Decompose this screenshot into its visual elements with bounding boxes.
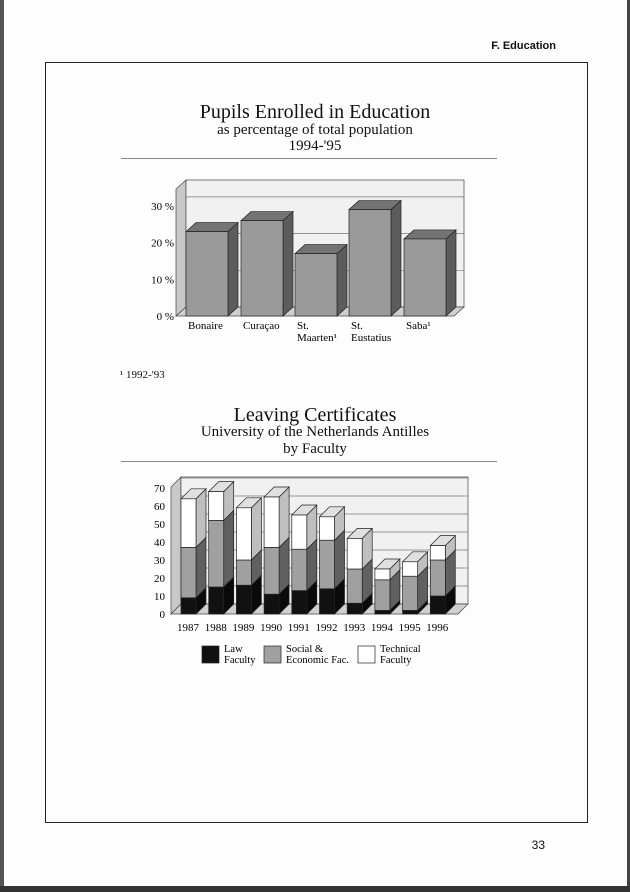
bar-segment-1989-2-side bbox=[251, 498, 261, 560]
chart2-subtitle: University of the Netherlands Antilles bbox=[200, 424, 430, 440]
x-tick-label: Maarten¹ bbox=[297, 332, 337, 344]
bar-segment-1995-0 bbox=[403, 610, 418, 614]
y-tick-label: 0 % bbox=[156, 311, 174, 323]
x-tick-label: Saba¹ bbox=[406, 320, 431, 332]
y-tick-label: 0 bbox=[159, 609, 165, 621]
bar-segment-1988-2 bbox=[209, 492, 224, 521]
y-tick-label: 60 bbox=[154, 501, 165, 513]
legend-label: Economic Fac. bbox=[286, 655, 349, 666]
chart1-title: Pupils Enrolled in Education bbox=[199, 101, 431, 123]
x-tick-label: St. bbox=[351, 320, 363, 332]
legend-label: Technical bbox=[380, 644, 421, 655]
y-tick-label: 20 % bbox=[151, 237, 174, 250]
y-tick-label: 10 bbox=[154, 591, 165, 603]
bar-segment-1988-0 bbox=[209, 587, 224, 614]
y-tick-label: 50 bbox=[154, 519, 165, 531]
bar-segment-1996-1 bbox=[430, 560, 445, 596]
legend-swatch bbox=[358, 646, 375, 663]
bar-segment-1991-2 bbox=[292, 515, 307, 549]
footnote: ¹ 1992-'93 bbox=[120, 369, 165, 381]
bar-segment-1990-2 bbox=[264, 497, 279, 547]
bar-segment-1987-2 bbox=[181, 499, 196, 548]
x-tick-label: 1994 bbox=[370, 622, 393, 634]
y-tick-label: 40 bbox=[154, 537, 165, 549]
bar-segment-1992-1 bbox=[320, 540, 335, 589]
bar-segment-1987-1 bbox=[181, 547, 196, 597]
x-tick-label: 1989 bbox=[232, 622, 255, 634]
x-tick-label: 1992 bbox=[315, 622, 338, 634]
bar-segment-1990-1 bbox=[264, 547, 279, 594]
x-tick-label: St. bbox=[297, 320, 309, 332]
bar-segment-1989-1 bbox=[236, 560, 251, 585]
section-header: F. Education bbox=[491, 40, 556, 52]
page-number: 33 bbox=[531, 838, 545, 852]
y-tick-label: 70 bbox=[154, 483, 165, 495]
x-tick-label: 1991 bbox=[287, 622, 310, 634]
y-tick-label: 10 % bbox=[151, 274, 174, 287]
bar-segment-1991-1 bbox=[292, 549, 307, 590]
y-tick-label: 30 % bbox=[151, 200, 174, 213]
x-tick-label: 1993 bbox=[343, 622, 366, 634]
bar-segment-1995-2 bbox=[403, 562, 418, 576]
bar-segment-1990-2-side bbox=[279, 487, 289, 547]
bar-segment-1994-0 bbox=[375, 610, 390, 614]
bar-segment-1989-2 bbox=[236, 508, 251, 560]
legend-label: Law bbox=[224, 644, 243, 655]
chart1-subtitle: as percentage of total population bbox=[217, 122, 413, 138]
bar-segment-1994-2 bbox=[375, 569, 390, 580]
y-tick-label: 30 bbox=[154, 555, 165, 567]
bar-segment-1993-1 bbox=[347, 569, 362, 603]
chart2-title: Leaving Certificates bbox=[233, 404, 397, 426]
chart1-period: 1994-'95 bbox=[288, 138, 342, 154]
bar-segment-1993-0 bbox=[347, 603, 362, 614]
bar-segment-1992-2 bbox=[320, 517, 335, 540]
x-tick-label: 1987 bbox=[177, 622, 199, 634]
bar-segment-1996-2 bbox=[430, 546, 445, 560]
bar-segment-1995-1 bbox=[403, 576, 418, 610]
legend-swatch bbox=[264, 646, 281, 663]
bar-segment-1992-0 bbox=[320, 589, 335, 614]
left-wall bbox=[171, 477, 181, 614]
x-tick-label: 1996 bbox=[426, 622, 449, 634]
legend-swatch bbox=[202, 646, 219, 663]
y-tick-label: 20 bbox=[154, 573, 165, 585]
bar-segment-1987-1-side bbox=[196, 537, 206, 597]
x-tick-label: 1995 bbox=[398, 622, 421, 634]
legend-label: Social & bbox=[286, 644, 324, 655]
bar-segment-1989-0 bbox=[236, 585, 251, 614]
x-tick-label: Bonaire bbox=[188, 320, 223, 332]
legend-label: Faculty bbox=[380, 655, 412, 666]
bar-segment-1996-0 bbox=[430, 596, 445, 614]
x-tick-label: Curaçao bbox=[243, 320, 280, 332]
bar-segment-1991-0 bbox=[292, 591, 307, 614]
x-tick-label: 1990 bbox=[260, 622, 283, 634]
bar-segment-1987-0 bbox=[181, 598, 196, 614]
bar-segment-1994-1 bbox=[375, 580, 390, 611]
bar-segment-1990-0 bbox=[264, 594, 279, 614]
chart2-subtitle2: by Faculty bbox=[283, 441, 347, 457]
x-tick-label: Eustatius bbox=[351, 332, 392, 344]
bar-segment-1988-1 bbox=[209, 520, 224, 587]
x-tick-label: 1988 bbox=[204, 622, 227, 634]
bar-segment-1993-2 bbox=[347, 538, 362, 569]
legend-label: Faculty bbox=[224, 655, 256, 666]
bar-segment-1988-1-side bbox=[224, 510, 234, 587]
